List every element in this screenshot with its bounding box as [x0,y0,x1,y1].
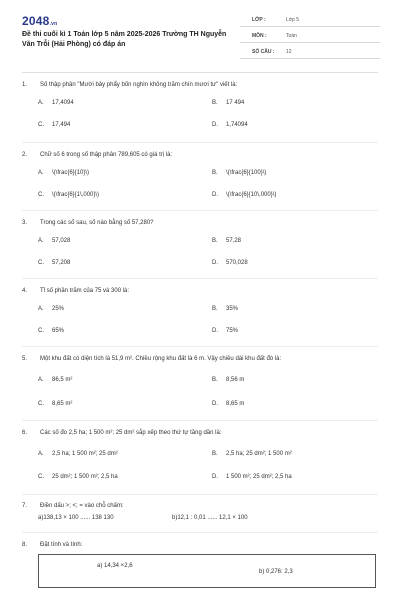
question-text: Chữ số 6 trong số thập phân 789,605 có giá trị là: [40,152,173,158]
option-a[interactable]: A. 86,5 m² [38,377,73,383]
option-a[interactable]: A. 25% [38,306,65,312]
calculation-box [38,554,376,588]
option-a[interactable]: A. 2,5 ha; 1 500 m²; 25 dm² [38,451,118,457]
option-a[interactable]: A. \(\frac{6}{10}\) [38,170,90,176]
question-text: Trong các số sau, số nào bằng số 57,280? [40,220,154,226]
question-divider [22,494,378,495]
question-text: Điền dấu >; <; = vào chỗ chấm: [40,503,124,509]
option-c[interactable]: C. 17,494 [38,122,71,128]
question-divider [22,278,378,279]
option-c[interactable]: C. 57,208 [38,260,71,266]
question-text: Các số đo 2,5 ha; 1 500 m²; 25 dm² sắp xếp theo thứ tự tăng dần là: [40,430,222,436]
option-b[interactable]: B. 57,28 [212,238,242,244]
option-b[interactable]: B. 17 494 [212,100,245,106]
question-text: Số thập phân "Mười bảy phẩy bốn nghìn không trăm chín mươi tư" viết là: [40,82,238,88]
question-divider [22,532,378,533]
option-d[interactable]: D. 75% [212,328,239,334]
meta-row-subject: MÔN : Toán [240,30,380,43]
option-d[interactable]: D. 1 500 m²; 25 dm²; 2,5 ha [212,474,292,480]
option-c[interactable]: C. 65% [38,328,65,334]
option-b[interactable]: B. 35% [212,306,239,312]
option-b[interactable]: B. \(\frac{6}{100}\) [212,170,267,176]
fill-part-b: b)12,1 : 0,01 ...... 12,1 × 100 [172,515,248,521]
option-a[interactable]: A. 57,028 [38,238,71,244]
option-d[interactable]: D. \(\frac{6}{10\,000}\) [212,192,277,198]
option-a[interactable]: A. 17,4094 [38,100,74,106]
header-divider [22,72,378,73]
option-b[interactable]: B. 2,5 ha; 25 dm²; 1 500 m² [212,451,292,457]
meta-row-class: LỚP : Lớp 5 [240,14,380,27]
option-d[interactable]: D. 8,65 m [212,401,245,407]
option-c[interactable]: C. \(\frac{6}{1\,000}\) [38,192,100,198]
option-c[interactable]: C. 25 dm²; 1 500 m²; 2,5 ha [38,474,118,480]
site-logo[interactable]: 2048.vn [22,14,58,28]
question-divider [22,346,378,347]
meta-row-count: SỐ CÂU : 12 [240,46,380,59]
question-divider [22,210,378,211]
page-title: Đề thi cuối kì 1 Toán lớp 5 năm 2025-2026 Trường TH Nguyễn Văn Trỗi (Hải Phòng) có đáp án [22,31,227,48]
question-divider [22,420,378,421]
page-header [0,0,400,62]
calc-part-a: a) 14,34 ×2,6 [97,563,133,569]
fill-part-a: a)138,13 × 100 ...... 138 130 [38,515,114,521]
question-divider [22,142,378,143]
question-text: Một khu đất có diện tích là 51,9 m². Chiều rộng khu đất là 6 m. Vậy chiều dài khu đất đó là: [40,356,282,362]
option-d[interactable]: D. 1,74094 [212,122,248,128]
option-c[interactable]: C. 8,65 m² [38,401,73,407]
question-text: Đặt tính và tính: [40,542,83,548]
option-b[interactable]: B. 8,56 m [212,377,245,383]
option-d[interactable]: D. 570,028 [212,260,248,266]
question-text: Tỉ số phần trăm của 75 và 300 là: [40,288,130,294]
calc-part-b: b) 0,276: 2,3 [259,569,293,575]
